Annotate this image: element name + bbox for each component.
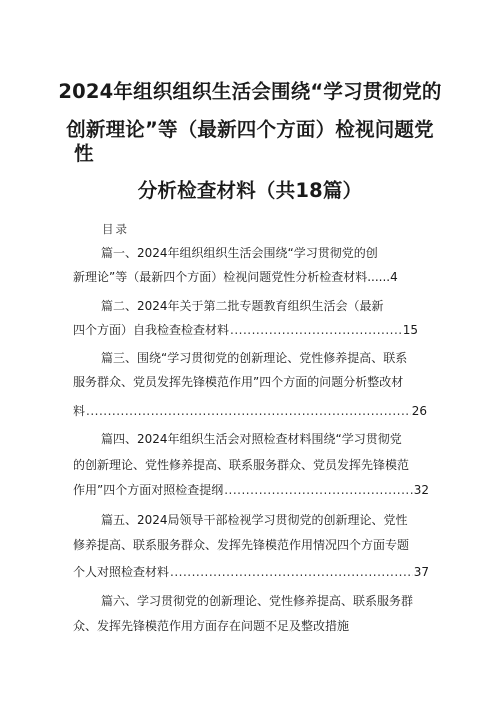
toc-entry-1-leader-dots: ...... xyxy=(367,270,391,284)
toc-entry-1-page: 4 xyxy=(390,270,398,284)
toc-entry-5-line-2: 修养提高、联系服务群众、发挥先锋模范作用情况四个方面专题 xyxy=(73,538,410,552)
toc-entry-5-line-1: 篇五、2024局领导干部检视学习贯彻党的创新理论、党性 xyxy=(101,513,408,527)
toc-entry-2-text: 四个方面）自我检查检查材料 xyxy=(73,323,230,337)
toc-entry-1-text: 新理论”等（最新四个方面）检视问题党性分析检查材料 xyxy=(73,270,368,284)
toc-entry-5-leader-dots xyxy=(170,564,413,580)
toc-entry-4-leader-dots xyxy=(224,482,413,498)
toc-entry-1-line-1: 篇一、2024年组织组织生活会围绕“学习贯彻党的创 xyxy=(101,246,378,260)
toc-entry-5-text: 个人对照检查材料 xyxy=(73,565,170,579)
toc-entry-5-line-3 xyxy=(73,564,429,580)
toc-entry-2-line-1: 篇二、2024年关于第二批专题教育组织生活会（最新 xyxy=(101,299,384,313)
toc-entry-3-leader-dots xyxy=(86,403,411,419)
toc-entry-6-line-1: 篇六、学习贯彻党的创新理论、党性修养提高、联系服务群 xyxy=(101,594,414,608)
toc-entry-3-text: 料 xyxy=(73,404,86,418)
toc-entry-6-line-2: 众、发挥先锋模范作用方面存在问题不足及整改措施 xyxy=(73,619,350,633)
toc-entry-3-line-3 xyxy=(73,403,427,419)
toc-entry-4-text: 作用”四个方面对照检查提纲 xyxy=(73,483,224,497)
document-title-line-4: 分析检查材料（共18篇） xyxy=(137,179,363,202)
toc-entry-4-line-1: 篇四、2024年组织生活会对照检查材料围绕“学习贯彻党 xyxy=(101,432,402,446)
toc-heading: 目录 xyxy=(102,222,129,236)
toc-entry-2-leader-dots xyxy=(230,322,402,338)
toc-entry-2-page: 15 xyxy=(402,323,418,337)
toc-entry-2-line-2 xyxy=(73,322,418,338)
toc-entry-4-line-3 xyxy=(73,482,429,498)
toc-entry-3-page: 26 xyxy=(411,404,427,418)
document-title-line-3: 性 xyxy=(74,142,94,165)
toc-entry-3-line-1: 篇三、围绕“学习贯彻党的创新理论、党性修养提高、联系 xyxy=(101,351,408,365)
document-title-line-2: 创新理论”等（最新四个方面）检视问题党 xyxy=(66,118,434,141)
toc-entry-3-line-2: 服务群众、党员发挥先锋模范作用”四个方面的问题分析整改材 xyxy=(73,375,404,389)
toc-entry-4-page: 32 xyxy=(413,483,429,497)
toc-entry-4-line-2: 的创新理论、党性修养提高、联系服务群众、党员发挥先锋模范 xyxy=(73,458,410,472)
toc-entry-1-line-2 xyxy=(73,269,398,285)
document-title-line-1: 2024年组织组织生活会围绕“学习贯彻党的 xyxy=(58,80,442,103)
toc-entry-5-page: 37 xyxy=(413,565,429,579)
